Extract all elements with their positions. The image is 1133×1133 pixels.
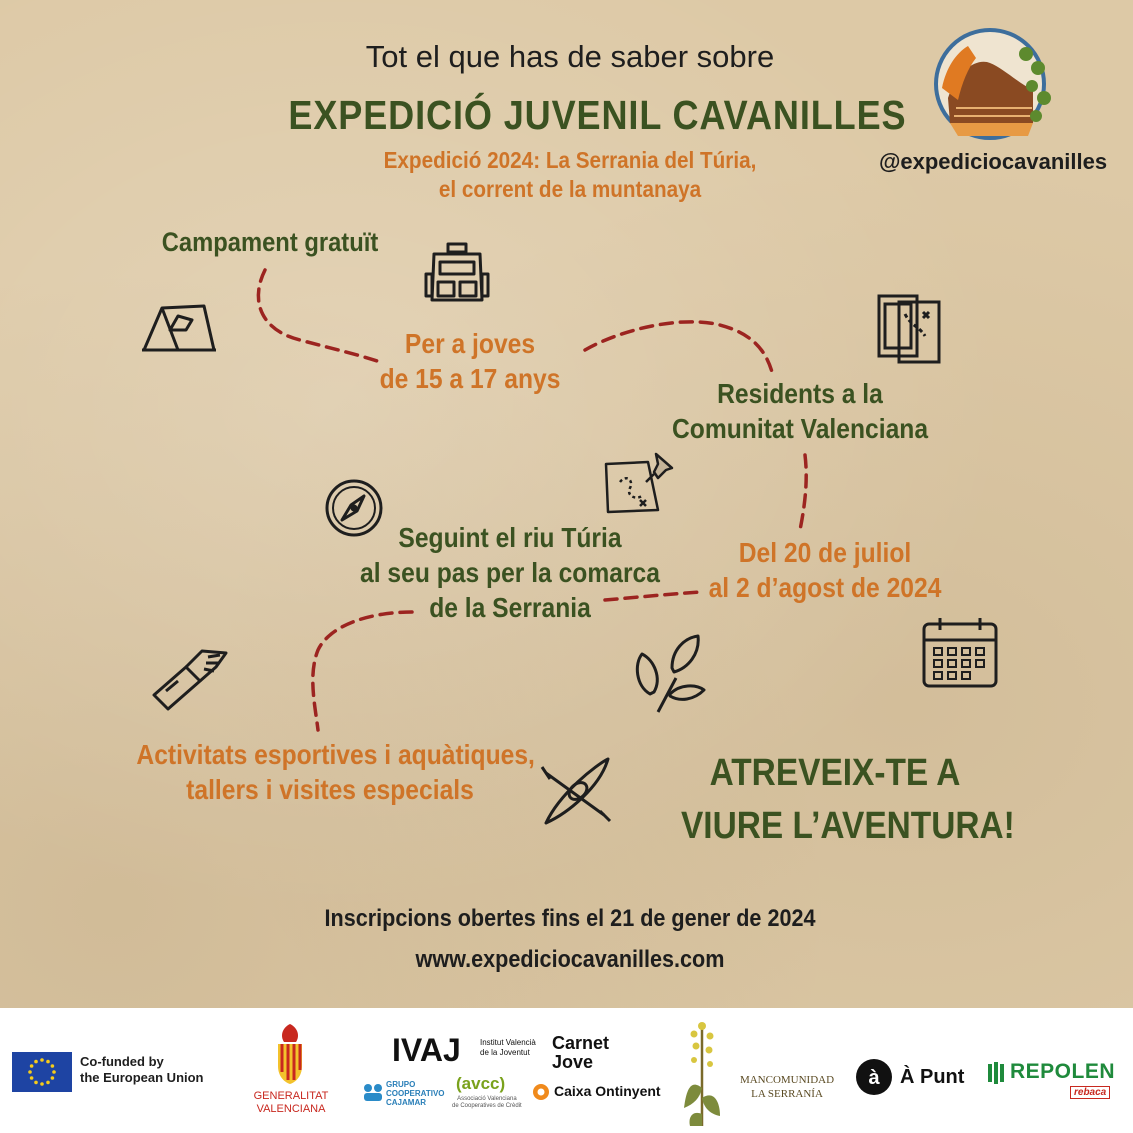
label-dates <box>706 535 944 605</box>
apunt-icon <box>855 1058 893 1101</box>
ivaj-logo: IVAJ <box>392 1032 461 1068</box>
call-to-action <box>681 747 1015 853</box>
leaves-icon <box>632 634 706 716</box>
label-residents <box>668 376 932 446</box>
cta-line-1: ATREVEIX-TE A <box>709 752 961 794</box>
compass-icon <box>324 478 384 538</box>
cajamar-line-2: COOPERATIVO <box>386 1089 445 1099</box>
carnet-line-1: Carnet <box>552 1033 610 1053</box>
intro-text: Tot el que has de saber sobre <box>365 39 775 74</box>
manc-line-2: LA SERRANÍA <box>751 1087 823 1100</box>
mancomunidad-label <box>732 1074 842 1102</box>
gv-line-2: VALENCIANA <box>256 1103 326 1116</box>
repolen-label: REPOLEN <box>1010 1060 1116 1083</box>
website-link[interactable]: www.expediciocavanilles.com <box>415 946 725 973</box>
label-river-line-3: de la Serrania <box>429 592 591 623</box>
label-residents-line-2: Comunitat Valenciana <box>671 413 929 444</box>
mancomunidad-plant-icon <box>680 1018 724 1133</box>
carnet-line-2: Jove <box>552 1051 594 1072</box>
cajamar-label <box>386 1080 445 1108</box>
tent-icon <box>140 300 218 354</box>
generalitat-label <box>246 1090 336 1116</box>
label-residents-line-1: Residents a la <box>717 378 883 409</box>
label-dates-line-2: al 2 d’agost de 2024 <box>708 572 942 603</box>
subtitle-line-2: el corrent de la muntanaya <box>438 175 702 202</box>
label-age-line-2: de 15 a 17 anys <box>379 363 561 394</box>
label-river-line-2: al seu pas per la comarca <box>360 557 660 588</box>
label-river-line-1: Seguint el riu Túria <box>398 522 622 553</box>
ivaj-sub-1: Institut Valencià <box>480 1038 536 1047</box>
rebaca-label: rebaca <box>1070 1086 1110 1099</box>
flashlight-icon <box>150 645 230 711</box>
generalitat-shield-icon <box>272 1022 308 1091</box>
repolen-icon <box>988 1062 1008 1089</box>
treasure-map-icon <box>600 448 676 516</box>
label-age-line-1: Per a joves <box>404 328 536 359</box>
ivaj-subtitle <box>480 1038 536 1057</box>
cajamar-line-3: CAJAMAR <box>386 1098 426 1108</box>
label-activities-line-1: Activitats esportives i aquàtiques, <box>136 739 535 770</box>
apunt-label: À Punt <box>900 1066 965 1088</box>
social-handle[interactable]: @expediciocavanilles <box>878 149 1108 174</box>
manc-line-1: MANCOMUNIDAD <box>739 1074 835 1086</box>
subtitle <box>354 146 786 204</box>
label-activities-line-2: tallers i visites especials <box>186 774 474 805</box>
page-title: EXPEDICIÓ JUVENIL CAVANILLES <box>288 92 907 138</box>
avcc-sub-2: de Cooperatives de Crèdit <box>452 1103 522 1110</box>
expedicio-logo <box>928 28 1058 145</box>
eu-label <box>80 1054 204 1087</box>
avcc-sub-1: Associació Valenciana <box>457 1096 517 1102</box>
label-activities <box>136 737 535 807</box>
gv-line-1: GENERALITAT <box>253 1090 329 1102</box>
label-free-camp: Campament gratuït <box>161 227 379 257</box>
svg-text:à: à <box>868 1067 880 1089</box>
caixa-ontinyent-label: Caixa Ontinyent <box>554 1083 661 1099</box>
cajamar-line-1: GRUPO <box>386 1080 416 1089</box>
sponsors-footer <box>0 1008 1133 1133</box>
eu-line-2: the European Union <box>80 1070 204 1086</box>
ivaj-sub-2: de la Joventut <box>480 1047 530 1057</box>
cajamar-icon <box>362 1082 384 1107</box>
avcc-logo: (avcc) <box>456 1074 506 1093</box>
carnet-jove-logo <box>552 1034 609 1072</box>
caixa-ontinyent-icon <box>532 1083 550 1106</box>
kayak-icon <box>538 753 618 831</box>
eu-line-1: Co-funded by <box>80 1054 164 1069</box>
backpack-icon <box>422 240 492 306</box>
subtitle-line-1: Expedició 2024: La Serrania del Túria, <box>383 147 757 173</box>
avcc-subtitle <box>452 1096 522 1110</box>
label-age <box>356 326 585 396</box>
label-dates-line-1: Del 20 de juliol <box>738 537 912 568</box>
cta-line-2: VIURE L’AVENTURA! <box>681 805 1015 848</box>
label-river <box>352 520 669 625</box>
registration-deadline: Inscripcions obertes fins el 21 de gener de 2024 <box>324 905 816 932</box>
eu-flag-icon <box>12 1052 72 1097</box>
calendar-icon <box>920 614 1000 690</box>
map-icon <box>875 292 943 364</box>
